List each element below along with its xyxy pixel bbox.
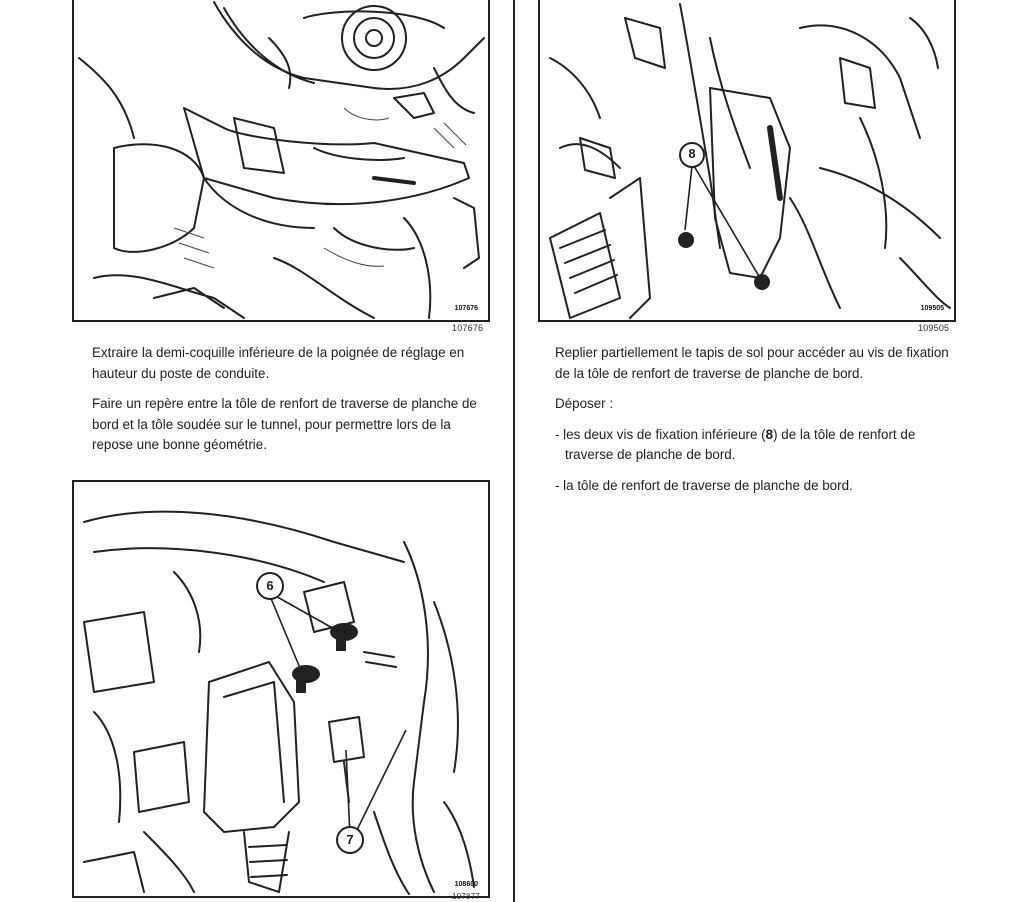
instruction-paragraph: Replier partiellement le tapis de sol pour accéder au vis de fixation de la tôle de renfort de traverse de planche de bord. <box>555 345 949 381</box>
reinforcement-plate-illustration <box>540 0 956 322</box>
section-heading: Déposer : <box>555 396 614 411</box>
figure-steering-column-shell <box>72 0 490 322</box>
figure-reference-number: 107676 <box>452 323 484 333</box>
figure-stamp: 107676 <box>454 305 478 312</box>
list-item-text: ) de la tôle de renfort de traverse de planche de bord. <box>565 426 916 462</box>
list-item-text: - les deux vis de fixation inférieure ( <box>555 426 766 442</box>
list-item <box>555 425 955 466</box>
instruction-paragraph: Faire un repère entre la tôle de renfort de traverse de planche de bord et la tôle soudée sur le tunnel, pour permettre lors de la repose une bonne géométrie. <box>92 396 477 452</box>
figure-reference-number: 109505 <box>918 323 950 333</box>
figure-stamp: 108600 <box>454 881 478 888</box>
figure-reference-number: 107877 <box>452 892 480 901</box>
steering-column-illustration <box>74 0 490 322</box>
figure-floor-carpet-screws <box>538 0 956 322</box>
callout-6: 6 <box>266 578 274 593</box>
callout-7: 7 <box>346 832 354 847</box>
right-column-text <box>555 343 955 506</box>
connector-illustration <box>74 482 490 898</box>
figure-connectors <box>72 480 490 898</box>
list-item: - la tôle de renfort de traverse de planche de bord. <box>555 477 853 493</box>
instruction-paragraph: Extraire la demi-coquille inférieure de la poignée de réglage en hauteur du poste de conduite. <box>92 345 465 381</box>
figure-stamp: 109505 <box>920 305 944 312</box>
column-divider <box>513 0 515 902</box>
callout-8: 8 <box>688 146 696 161</box>
left-column-text <box>92 343 492 466</box>
callout-reference: 8 <box>765 426 774 442</box>
